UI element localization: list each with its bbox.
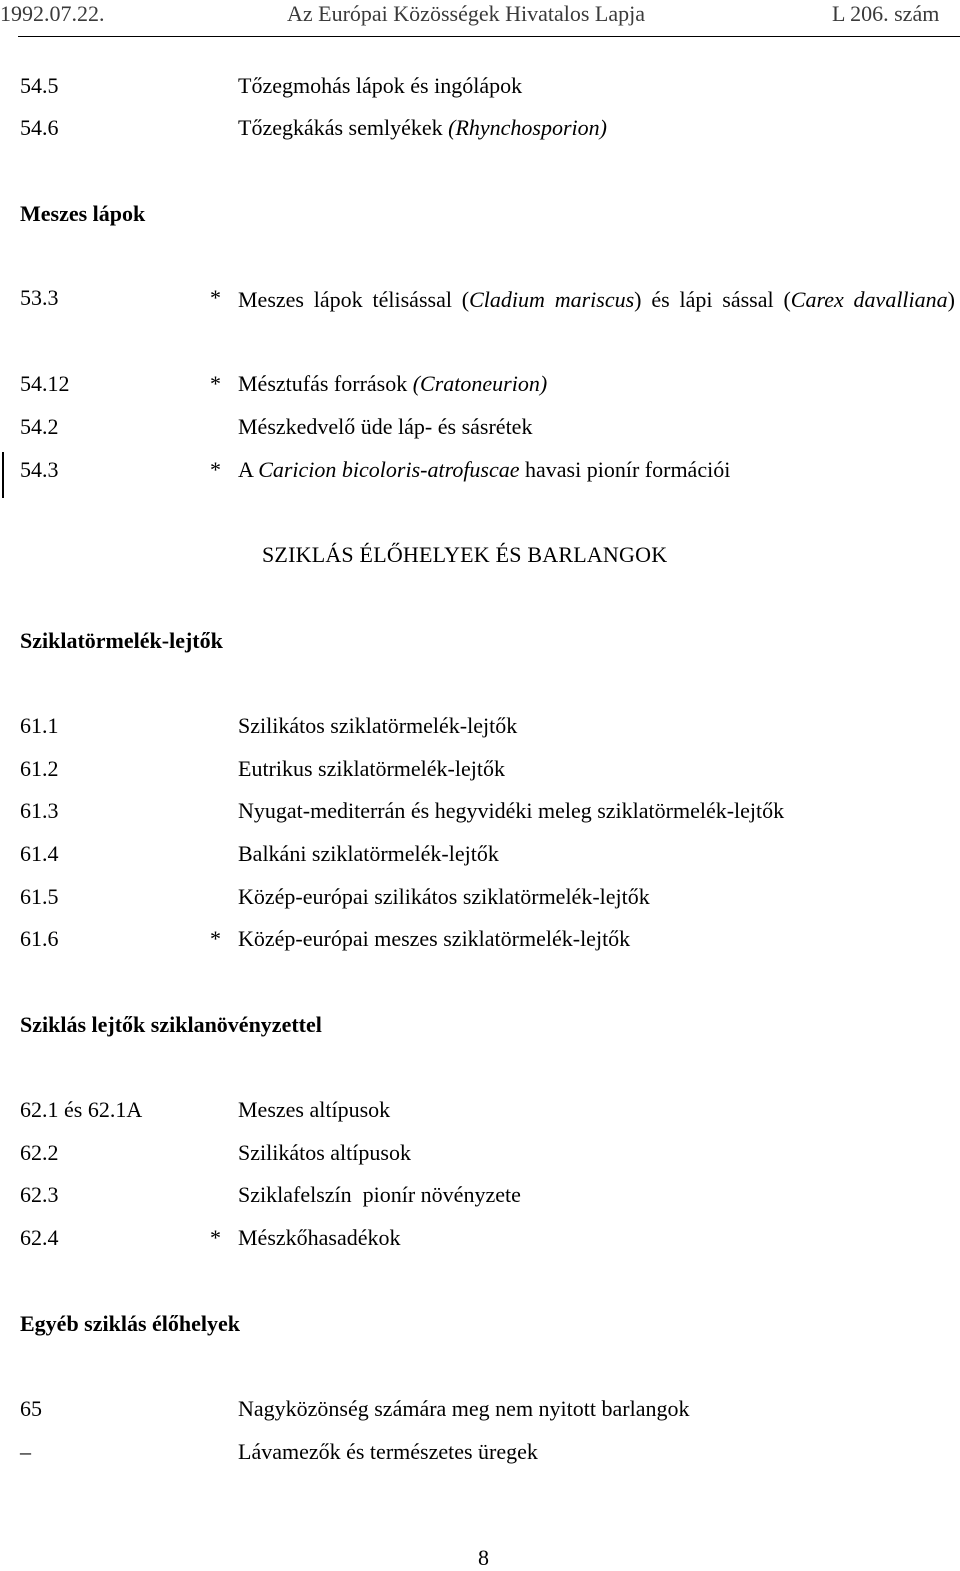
section-title: SZIKLÁS ÉLŐHELYEK ÉS BARLANGOK	[262, 542, 668, 567]
habitat-code: 54.2	[20, 414, 59, 439]
habitat-name: Tőzegmohás lápok és ingólápok	[238, 73, 523, 98]
header-rule	[18, 36, 960, 37]
habitat-code: 62.2	[20, 1140, 59, 1165]
header-date: 1992.07.22.	[0, 1, 105, 26]
habitat-name: Közép-európai szilikátos sziklatörmelék-lejtők	[238, 884, 650, 909]
change-bar	[2, 452, 4, 498]
page-number: 8	[478, 1545, 489, 1570]
priority-asterisk: *	[210, 285, 221, 310]
section-heading-sziklanovenyzet: Sziklás lejtők sziklanövényzettel	[20, 1012, 322, 1037]
habitat-name: Tőzegkákás semlyékek (Rhynchosporion)	[238, 115, 607, 140]
page-header	[0, 0, 960, 37]
habitat-name: Meszes lápok télisással (Cladium mariscus) és lápi sással (Carex davalliana)	[238, 287, 955, 312]
habitat-code: 62.4	[20, 1225, 59, 1250]
habitat-name: Lávamezők és természetes üregek	[238, 1439, 538, 1464]
habitat-name: Szilikátos sziklatörmelék-lejtők	[238, 713, 518, 738]
habitat-code: 61.4	[20, 841, 59, 866]
habitat-code: 62.1 és 62.1A	[20, 1097, 143, 1122]
habitat-name: Mésztufás források (Cratoneurion)	[238, 371, 548, 396]
habitat-name: Nagyközönség számára meg nem nyitott barlangok	[238, 1396, 690, 1421]
habitat-name: Közép-európai meszes sziklatörmelék-lejtők	[238, 926, 631, 951]
section-heading-egyeb: Egyéb sziklás élőhelyek	[20, 1311, 241, 1336]
habitat-code: 54.6	[20, 115, 59, 140]
priority-asterisk: *	[210, 371, 221, 396]
priority-asterisk: *	[210, 926, 221, 951]
habitat-name: Sziklafelszín pionír növényzete	[238, 1182, 521, 1207]
habitat-code: 61.3	[20, 798, 59, 823]
habitat-name: Eutrikus sziklatörmelék-lejtők	[238, 756, 505, 781]
habitat-code: 53.3	[20, 285, 59, 310]
habitat-code: –	[20, 1439, 31, 1464]
habitat-code: 61.1	[20, 713, 59, 738]
habitat-code: 61.6	[20, 926, 59, 951]
habitat-code: 54.12	[20, 371, 70, 396]
habitat-code: 61.2	[20, 756, 59, 781]
header-journal: Az Európai Közösségek Hivatalos Lapja	[287, 1, 645, 26]
priority-asterisk: *	[210, 1225, 221, 1250]
section-heading-meszes-lapok: Meszes lápok	[20, 201, 146, 226]
habitat-code: 62.3	[20, 1182, 59, 1207]
header-issue: L 206. szám	[832, 1, 940, 26]
habitat-name: A Caricion bicoloris-atrofuscae havasi pionír formációi	[238, 457, 731, 482]
habitat-code: 61.5	[20, 884, 59, 909]
habitat-name: Meszes altípusok	[238, 1097, 391, 1122]
habitat-code: 65	[20, 1396, 42, 1421]
habitat-name: Mészkőhasadékok	[238, 1225, 401, 1250]
habitat-name: Balkáni sziklatörmelék-lejtők	[238, 841, 499, 866]
habitat-code: 54.5	[20, 73, 59, 98]
list-item	[20, 278, 955, 358]
priority-asterisk: *	[210, 457, 221, 482]
habitat-name: Szilikátos altípusok	[238, 1140, 411, 1165]
section-heading-sziklatormelek: Sziklatörmelék-lejtők	[20, 628, 223, 653]
habitat-name: Nyugat-mediterrán és hegyvidéki meleg sziklatörmelék-lejtők	[238, 798, 785, 823]
habitat-code: 54.3	[20, 457, 59, 482]
habitat-name: Mészkedvelő üde láp- és sásrétek	[238, 414, 533, 439]
